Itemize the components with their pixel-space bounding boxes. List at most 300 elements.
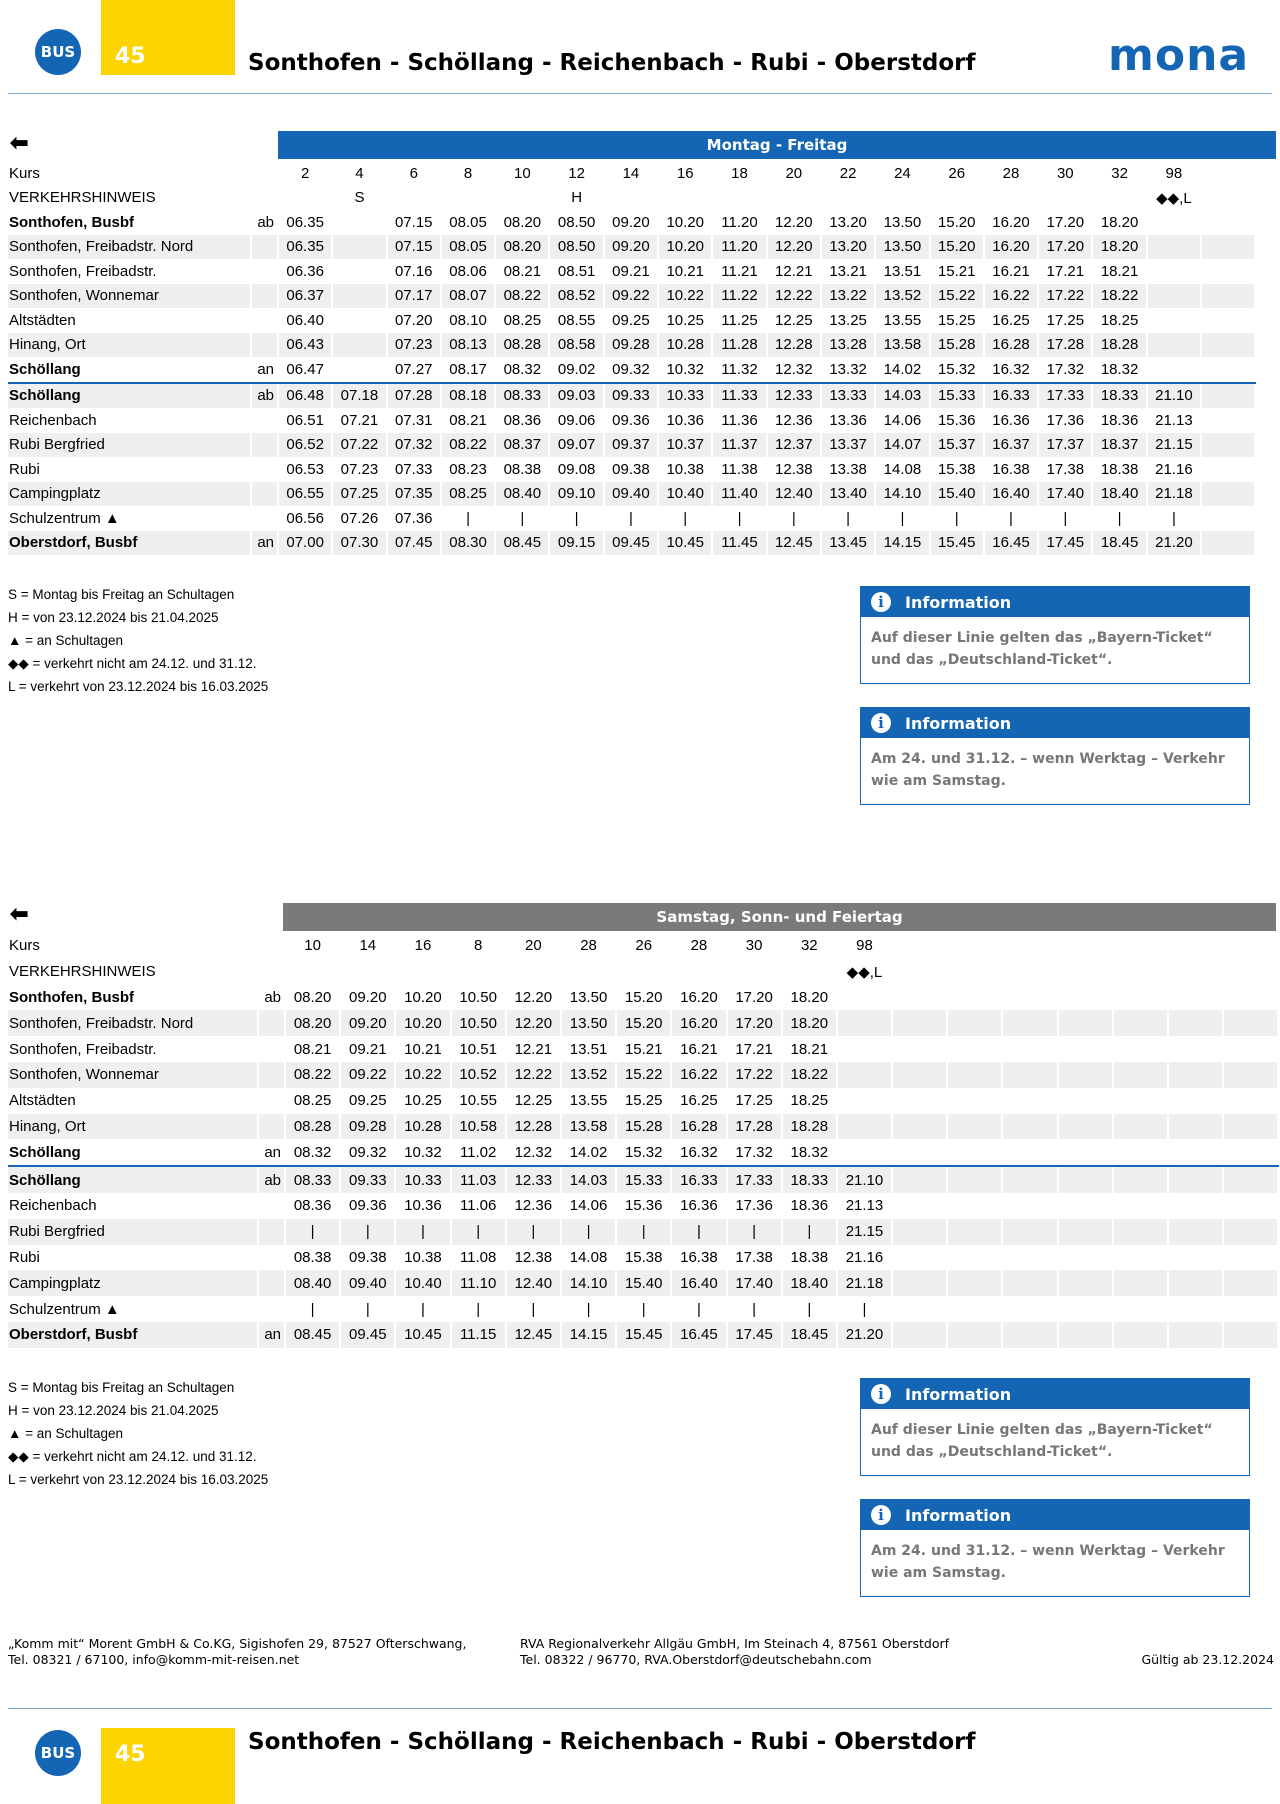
empty-cell (947, 1036, 1002, 1062)
departure-time: 17.37 (1038, 433, 1092, 458)
departure-time: 18.40 (1092, 482, 1146, 507)
info-box-ticket (860, 586, 1250, 684)
empty-cell (1223, 1193, 1278, 1219)
departure-time: 18.37 (1092, 433, 1146, 458)
departure-time: 06.51 (278, 408, 332, 433)
empty-cell (947, 1193, 1002, 1219)
line-number: 45 (101, 1728, 235, 1804)
weekday-timetable (8, 161, 1256, 555)
departure-time: 21.18 (837, 1270, 892, 1296)
departure-time (837, 1088, 892, 1114)
departure-time: 16.25 (671, 1088, 726, 1114)
empty-cell (892, 1296, 947, 1322)
stop-name: Schulzentrum ▲ (8, 1296, 258, 1322)
table-row (8, 1245, 1278, 1271)
departure-time: 12.38 (767, 457, 821, 482)
departure-time: | (395, 1219, 450, 1245)
departure-time: 10.33 (395, 1166, 450, 1193)
departure-time: 10.22 (395, 1062, 450, 1088)
departure-time: 09.28 (340, 1114, 395, 1140)
departure-time: 14.06 (875, 408, 929, 433)
departure-time: 21.13 (837, 1193, 892, 1219)
departure-time (1147, 284, 1201, 309)
departure-time: 06.43 (278, 333, 332, 358)
empty-cell (1058, 1010, 1113, 1036)
departure-time: 09.20 (340, 1010, 395, 1036)
departure-time (837, 1114, 892, 1140)
kurs-number: 32 (1092, 161, 1146, 186)
empty-cell (1223, 985, 1278, 1011)
empty-cell (1223, 1036, 1278, 1062)
empty-cell (1058, 959, 1113, 985)
departure-time: 08.40 (495, 482, 549, 507)
departure-time: 16.32 (984, 357, 1038, 383)
departure-time: 16.22 (671, 1062, 726, 1088)
departure-time: 08.32 (495, 357, 549, 383)
operator-komm-mit (8, 1636, 466, 1668)
departure-time: 10.22 (658, 284, 712, 309)
empty-cell (251, 161, 278, 186)
departure-time: 10.28 (395, 1114, 450, 1140)
empty-cell (892, 1062, 947, 1088)
departure-time: 18.20 (782, 985, 837, 1011)
departure-time: 17.40 (727, 1270, 782, 1296)
departure-time: 17.21 (727, 1036, 782, 1062)
empty-cell (947, 1322, 1002, 1348)
bus-badge: BUS (35, 1730, 81, 1776)
kurs-number: 4 (332, 161, 386, 186)
departure-time: 15.40 (930, 482, 984, 507)
departure-time: 07.25 (332, 482, 386, 507)
hinweis-row (8, 186, 1255, 211)
departure-time: 11.25 (712, 308, 766, 333)
departure-time: 10.36 (395, 1193, 450, 1219)
departure-time: 08.45 (495, 531, 549, 556)
departure-time: 12.28 (506, 1114, 561, 1140)
departure-time: 17.40 (1038, 482, 1092, 507)
info-icon: i (871, 713, 891, 733)
empty-cell (1223, 1322, 1278, 1348)
departure-time: 17.22 (1038, 284, 1092, 309)
table-row (8, 482, 1255, 507)
departure-time: 16.21 (984, 259, 1038, 284)
empty-cell (1168, 1166, 1223, 1193)
departure-time: 08.21 (495, 259, 549, 284)
table-row (8, 383, 1255, 409)
empty-cell (1113, 959, 1168, 985)
empty-cell (947, 1010, 1002, 1036)
empty-cell (1201, 482, 1255, 507)
departure-time: 16.37 (984, 433, 1038, 458)
departure-time: 09.02 (549, 357, 603, 383)
table-row (8, 333, 1255, 358)
empty-cell (1168, 959, 1223, 985)
empty-cell (1201, 531, 1255, 556)
empty-cell (258, 933, 285, 959)
kurs-number: 14 (604, 161, 658, 186)
departure-time: 13.25 (821, 308, 875, 333)
legend-item: H = von 23.12.2024 bis 21.04.2025 (8, 1403, 219, 1418)
kurs-row (8, 933, 1278, 959)
departure-time: 09.36 (604, 408, 658, 433)
empty-cell (892, 959, 947, 985)
empty-cell (1002, 1036, 1057, 1062)
table-row (8, 985, 1278, 1011)
empty-cell (947, 959, 1002, 985)
info-box-ticket (860, 1378, 1250, 1476)
kurs-number: 28 (561, 933, 616, 959)
empty-cell (1223, 1219, 1278, 1245)
table-row (8, 1036, 1278, 1062)
empty-cell (258, 959, 285, 985)
empty-cell (1201, 259, 1255, 284)
kurs-number: 98 (837, 933, 892, 959)
departure-time (1147, 259, 1201, 284)
departure-time: 08.05 (441, 235, 495, 260)
empty-cell (1113, 1139, 1168, 1166)
departure-time: 06.56 (278, 506, 332, 531)
arrival-departure-marker (258, 1114, 285, 1140)
departure-time: 15.33 (616, 1166, 671, 1193)
empty-cell (1113, 1036, 1168, 1062)
departure-time: 10.37 (658, 433, 712, 458)
departure-time: 18.33 (782, 1166, 837, 1193)
departure-time: 10.20 (658, 210, 712, 235)
departure-time: 13.55 (875, 308, 929, 333)
stop-name: Sonthofen, Freibadstr. Nord (8, 1010, 258, 1036)
arrival-departure-marker (258, 1010, 285, 1036)
hinweis-note (441, 186, 495, 211)
empty-cell (1223, 1245, 1278, 1271)
legend-weekday (8, 583, 268, 698)
hinweis-note (561, 959, 616, 985)
departure-time: 15.37 (930, 433, 984, 458)
departure-time: 17.28 (727, 1114, 782, 1140)
info-heading: Information (905, 713, 1012, 733)
arrival-departure-marker: ab (251, 210, 278, 235)
arrival-departure-marker (258, 1036, 285, 1062)
departure-time: 18.38 (1092, 457, 1146, 482)
arrival-departure-marker (251, 308, 278, 333)
empty-cell (1201, 235, 1255, 260)
departure-time: 14.10 (561, 1270, 616, 1296)
departure-time: 13.36 (821, 408, 875, 433)
stop-name: Reichenbach (8, 1193, 258, 1219)
departure-time (837, 985, 892, 1011)
departure-time: 08.55 (549, 308, 603, 333)
departure-time: 12.40 (506, 1270, 561, 1296)
empty-cell (1201, 308, 1255, 333)
operator-contact: Tel. 08322 / 96770, RVA.Oberstdorf@deutschebahn.com (520, 1652, 872, 1667)
departure-time: 06.47 (278, 357, 332, 383)
hinweis-note (782, 959, 837, 985)
empty-cell (1002, 933, 1057, 959)
kurs-number: 16 (658, 161, 712, 186)
info-heading: Information (905, 1384, 1012, 1404)
kurs-number: 98 (1147, 161, 1201, 186)
departure-time: | (451, 1219, 506, 1245)
stop-name: Sonthofen, Freibadstr. (8, 259, 251, 284)
departure-time: 13.40 (821, 482, 875, 507)
arrival-departure-marker: ab (258, 1166, 285, 1193)
departure-time: 15.25 (930, 308, 984, 333)
departure-time: 08.21 (441, 408, 495, 433)
hinweis-note (387, 186, 441, 211)
weekday-band: Montag - Freitag (278, 131, 1276, 159)
departure-time: 15.40 (616, 1270, 671, 1296)
empty-cell (1168, 1270, 1223, 1296)
departure-time: 11.02 (451, 1139, 506, 1166)
departure-time: 11.03 (451, 1166, 506, 1193)
departure-time: 10.45 (658, 531, 712, 556)
empty-cell (1168, 1219, 1223, 1245)
departure-time: 12.22 (767, 284, 821, 309)
departure-time: | (782, 1219, 837, 1245)
table-row (8, 1219, 1278, 1245)
departure-time: 09.38 (604, 457, 658, 482)
departure-time: 10.36 (658, 408, 712, 433)
stop-name: Schulzentrum ▲ (8, 506, 251, 531)
empty-cell (1002, 1088, 1057, 1114)
empty-cell (1113, 1245, 1168, 1271)
empty-cell (1002, 1114, 1057, 1140)
stop-name: Sonthofen, Freibadstr. Nord (8, 235, 251, 260)
departure-time: | (395, 1296, 450, 1322)
kurs-number: 28 (671, 933, 726, 959)
departure-time: 10.20 (395, 1010, 450, 1036)
empty-cell (1058, 1062, 1113, 1088)
departure-time (1147, 308, 1201, 333)
stop-name: Schöllang (8, 1139, 258, 1166)
departure-time: 11.36 (712, 408, 766, 433)
departure-time: 08.28 (495, 333, 549, 358)
kurs-number: 22 (821, 161, 875, 186)
kurs-number: 14 (340, 933, 395, 959)
empty-cell (1201, 210, 1255, 235)
arrival-departure-marker: an (258, 1322, 285, 1348)
departure-time: 15.32 (616, 1139, 671, 1166)
table-row (8, 1322, 1278, 1348)
departure-time: 18.45 (782, 1322, 837, 1348)
hinweis-note (767, 186, 821, 211)
departure-time: 10.33 (658, 383, 712, 409)
departure-time: 13.20 (821, 210, 875, 235)
departure-time: | (767, 506, 821, 531)
empty-cell (1058, 1036, 1113, 1062)
arrival-departure-marker: ab (251, 383, 278, 409)
departure-time: 12.32 (767, 357, 821, 383)
departure-time: 07.17 (387, 284, 441, 309)
hinweis-note: H (549, 186, 603, 211)
departure-time: 10.28 (658, 333, 712, 358)
empty-cell (1113, 1219, 1168, 1245)
departure-time: 21.20 (837, 1322, 892, 1348)
departure-time: 06.36 (278, 259, 332, 284)
departure-time: 08.28 (285, 1114, 340, 1140)
arrival-departure-marker (251, 259, 278, 284)
departure-time: | (285, 1219, 340, 1245)
stop-name: Oberstdorf, Busbf (8, 1322, 258, 1348)
departure-time: 17.36 (1038, 408, 1092, 433)
departure-time: 16.40 (671, 1270, 726, 1296)
departure-time: 18.20 (1092, 210, 1146, 235)
departure-time: 18.20 (1092, 235, 1146, 260)
departure-time: 07.15 (387, 210, 441, 235)
hinweis-label: VERKEHRSHINWEIS (8, 186, 251, 211)
departure-time: 14.02 (561, 1139, 616, 1166)
departure-time: 13.37 (821, 433, 875, 458)
empty-cell (1223, 933, 1278, 959)
departure-time: 17.25 (727, 1088, 782, 1114)
departure-time: 09.33 (604, 383, 658, 409)
departure-time: 21.10 (837, 1166, 892, 1193)
direction-arrow-icon: ⬅ (10, 901, 29, 926)
departure-time: 17.21 (1038, 259, 1092, 284)
empty-cell (1168, 1062, 1223, 1088)
departure-time: 10.50 (451, 985, 506, 1011)
departure-time: 09.03 (549, 383, 603, 409)
info-heading: Information (905, 592, 1012, 612)
empty-cell (1058, 1114, 1113, 1140)
departure-time: 16.33 (984, 383, 1038, 409)
hinweis-note (395, 959, 450, 985)
empty-cell (947, 1088, 1002, 1114)
departure-time: 11.08 (451, 1245, 506, 1271)
direction-arrow-icon: ⬅ (10, 130, 29, 155)
departure-time: 18.36 (782, 1193, 837, 1219)
hinweis-note (340, 959, 395, 985)
info-heading: Information (905, 1505, 1012, 1525)
departure-time: 15.38 (616, 1245, 671, 1271)
departure-time: 15.20 (930, 235, 984, 260)
arrival-departure-marker (251, 482, 278, 507)
departure-time: 10.51 (451, 1036, 506, 1062)
empty-cell (1223, 1296, 1278, 1322)
departure-time: 09.20 (340, 985, 395, 1011)
kurs-number: 16 (395, 933, 450, 959)
departure-time: 15.22 (616, 1062, 671, 1088)
departure-time: 08.37 (495, 433, 549, 458)
departure-time: 08.22 (285, 1062, 340, 1088)
departure-time: 14.10 (875, 482, 929, 507)
operator-contact: Tel. 08321 / 67100, info@komm-mit-reisen.net (8, 1652, 300, 1667)
empty-cell (1201, 284, 1255, 309)
hinweis-note (658, 186, 712, 211)
empty-cell (892, 1219, 947, 1245)
empty-cell (1058, 1219, 1113, 1245)
departure-time: | (658, 506, 712, 531)
departure-time: | (712, 506, 766, 531)
kurs-number: 8 (441, 161, 495, 186)
departure-time: 07.16 (387, 259, 441, 284)
departure-time: 06.53 (278, 457, 332, 482)
arrival-departure-marker (251, 433, 278, 458)
departure-time: 21.13 (1147, 408, 1201, 433)
departure-time: | (671, 1296, 726, 1322)
departure-time: | (616, 1219, 671, 1245)
departure-time: 08.58 (549, 333, 603, 358)
departure-time: 21.16 (1147, 457, 1201, 482)
departure-time: 15.22 (930, 284, 984, 309)
empty-cell (251, 186, 278, 211)
arrival-departure-marker (251, 235, 278, 260)
empty-cell (1058, 1296, 1113, 1322)
arrival-departure-marker (258, 1088, 285, 1114)
table-row (8, 259, 1255, 284)
departure-time: 06.55 (278, 482, 332, 507)
empty-cell (947, 1245, 1002, 1271)
footer-divider (8, 1708, 1272, 1709)
empty-cell (947, 1062, 1002, 1088)
empty-cell (1113, 1296, 1168, 1322)
hinweis-note (506, 959, 561, 985)
arrival-departure-marker (251, 408, 278, 433)
stop-name: Schöllang (8, 357, 251, 383)
info-icon: i (871, 1384, 891, 1404)
departure-time: 12.20 (767, 210, 821, 235)
hinweis-note (616, 959, 671, 985)
departure-time: 08.20 (495, 210, 549, 235)
info-icon: i (871, 1505, 891, 1525)
kurs-row (8, 161, 1255, 186)
departure-time: | (506, 1296, 561, 1322)
departure-time: | (727, 1296, 782, 1322)
departure-time: 07.31 (387, 408, 441, 433)
departure-time: 09.07 (549, 433, 603, 458)
stop-name: Schöllang (8, 1166, 258, 1193)
departure-time: 15.21 (616, 1036, 671, 1062)
kurs-number: 26 (616, 933, 671, 959)
departure-time: 07.45 (387, 531, 441, 556)
departure-time: 12.20 (767, 235, 821, 260)
departure-time: 17.28 (1038, 333, 1092, 358)
empty-cell (1201, 457, 1255, 482)
hinweis-note (727, 959, 782, 985)
departure-time: | (604, 506, 658, 531)
departure-time: 11.40 (712, 482, 766, 507)
empty-cell (892, 1245, 947, 1271)
departure-time: 18.20 (782, 1010, 837, 1036)
departure-time: 10.52 (451, 1062, 506, 1088)
departure-time (1147, 333, 1201, 358)
table-row (8, 531, 1255, 556)
legend-item: H = von 23.12.2024 bis 21.04.2025 (8, 610, 219, 625)
stop-name: Sonthofen, Busbf (8, 210, 251, 235)
kurs-label: Kurs (8, 161, 251, 186)
empty-cell (1113, 933, 1168, 959)
departure-time: 13.50 (561, 1010, 616, 1036)
empty-cell (1002, 1245, 1057, 1271)
page-title: Sonthofen - Schöllang - Reichenbach - Rubi - Oberstdorf (248, 1729, 976, 1755)
departure-time: 11.20 (712, 235, 766, 260)
table-row (8, 308, 1255, 333)
departure-time: 08.25 (441, 482, 495, 507)
kurs-number: 20 (767, 161, 821, 186)
table-row (8, 1166, 1278, 1193)
empty-cell (1223, 959, 1278, 985)
departure-time: 09.25 (604, 308, 658, 333)
departure-time: 13.45 (821, 531, 875, 556)
departure-time: 14.15 (875, 531, 929, 556)
departure-time (332, 357, 386, 383)
empty-cell (1168, 1010, 1223, 1036)
departure-time: 11.28 (712, 333, 766, 358)
arrival-departure-marker (258, 1062, 285, 1088)
kurs-number: 24 (875, 161, 929, 186)
kurs-number: 20 (506, 933, 561, 959)
departure-time: | (340, 1296, 395, 1322)
departure-time: 15.32 (930, 357, 984, 383)
